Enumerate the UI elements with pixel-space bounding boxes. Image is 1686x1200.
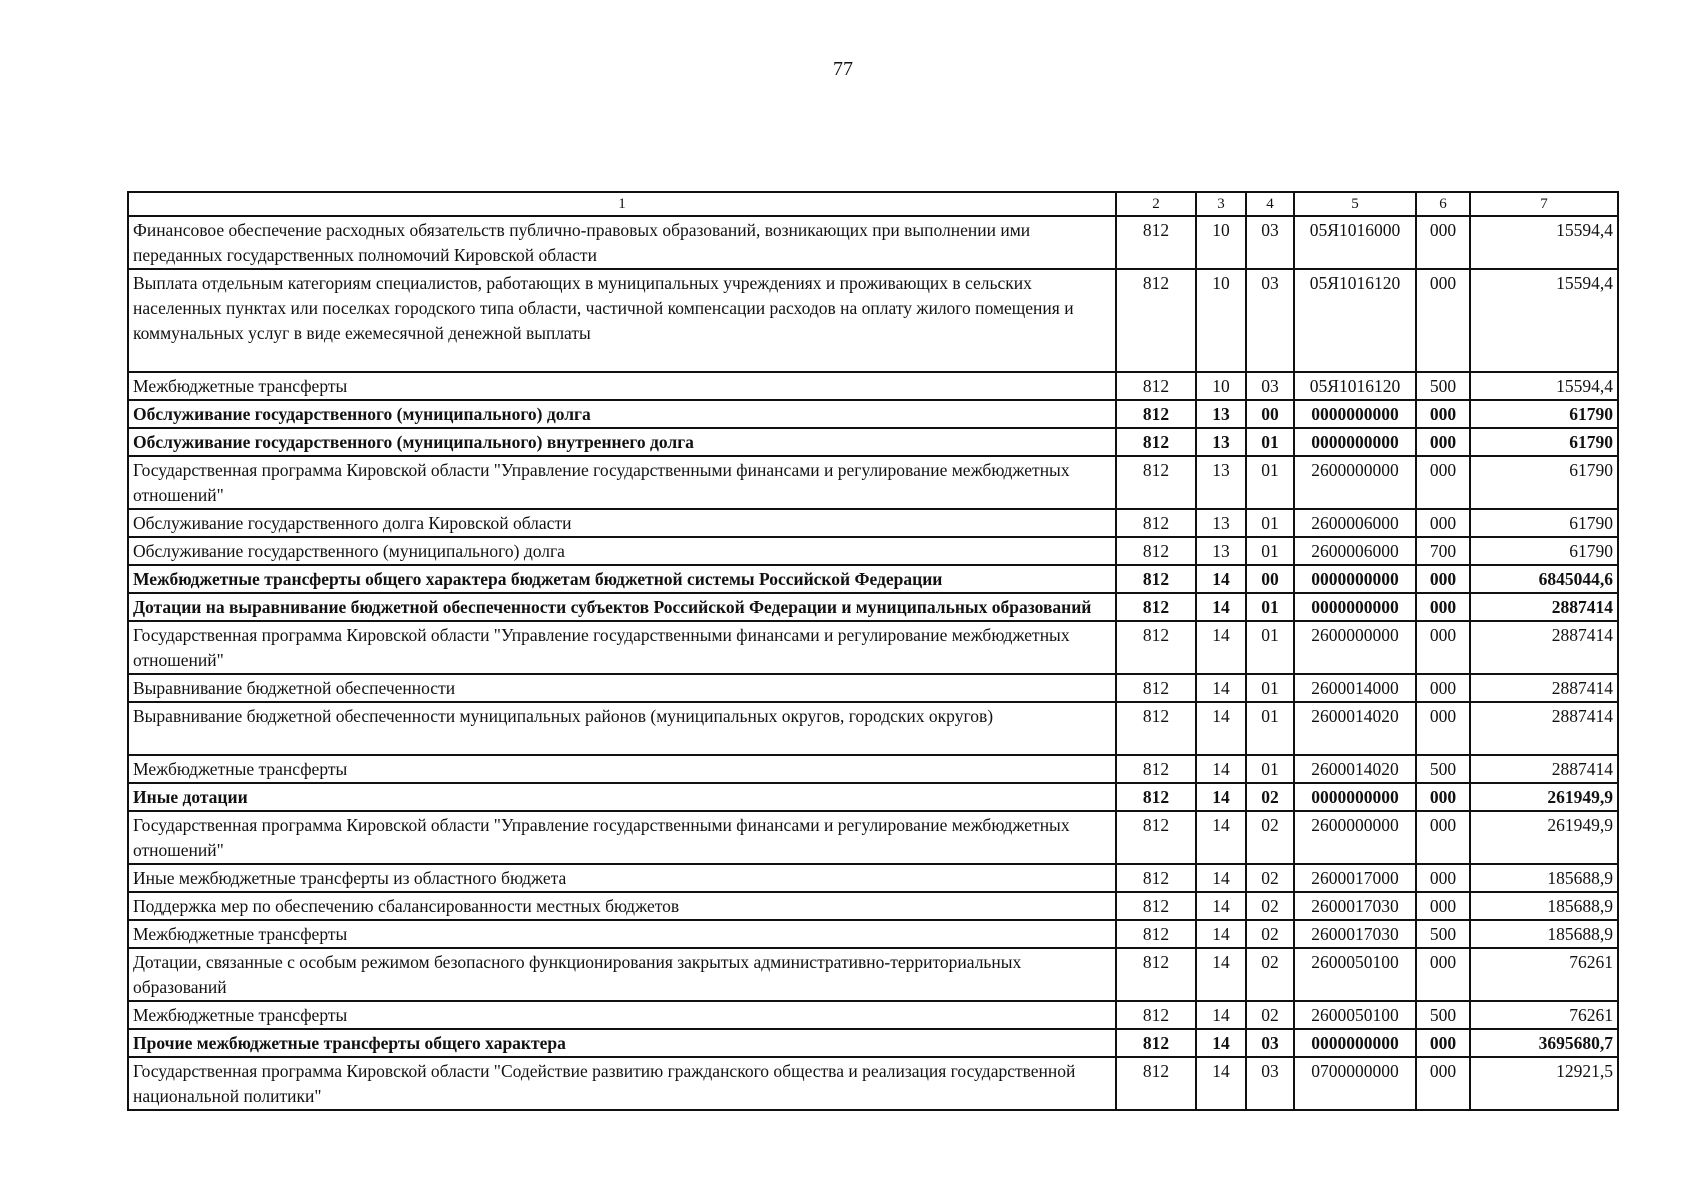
row-code-cell: 812: [1116, 811, 1196, 864]
row-target-article-cell: 05Я1016120: [1294, 269, 1416, 372]
row-target-article-cell: 2600014020: [1294, 702, 1416, 755]
row-subsection-cell: 01: [1246, 456, 1294, 509]
row-expense-type-cell: 000: [1416, 1057, 1470, 1110]
row-expense-type-cell: 500: [1416, 755, 1470, 783]
row-expense-type-cell: 000: [1416, 864, 1470, 892]
row-subsection-cell: 01: [1246, 674, 1294, 702]
row-section-cell: 14: [1196, 593, 1246, 621]
header-col-6: 6: [1416, 192, 1470, 216]
row-amount-cell: 2887414: [1470, 702, 1618, 755]
row-amount-cell: 6845044,6: [1470, 565, 1618, 593]
table-row: [128, 509, 1618, 537]
table-row: [128, 920, 1618, 948]
row-amount-cell: 61790: [1470, 509, 1618, 537]
table-row: [128, 269, 1618, 372]
row-section-cell: 14: [1196, 702, 1246, 755]
row-target-article-cell: 0000000000: [1294, 1029, 1416, 1057]
row-section-cell: 14: [1196, 755, 1246, 783]
row-section-cell: 14: [1196, 1029, 1246, 1057]
row-code-cell: 812: [1116, 509, 1196, 537]
header-col-7: 7: [1470, 192, 1618, 216]
row-amount-cell: 61790: [1470, 428, 1618, 456]
row-section-cell: 10: [1196, 216, 1246, 269]
row-code-cell: 812: [1116, 372, 1196, 400]
row-expense-type-cell: 000: [1416, 593, 1470, 621]
row-subsection-cell: 01: [1246, 593, 1294, 621]
row-expense-type-cell: 000: [1416, 428, 1470, 456]
row-code-cell: 812: [1116, 621, 1196, 674]
row-subsection-cell: 02: [1246, 864, 1294, 892]
table-row: [128, 565, 1618, 593]
row-section-cell: 10: [1196, 269, 1246, 372]
row-name-cell: Межбюджетные трансферты общего характера бюджетам бюджетной системы Российской Федерации: [128, 565, 1116, 593]
row-code-cell: 812: [1116, 755, 1196, 783]
table-row: [128, 621, 1618, 674]
row-section-cell: 14: [1196, 1057, 1246, 1110]
row-expense-type-cell: 700: [1416, 537, 1470, 565]
row-amount-cell: 185688,9: [1470, 892, 1618, 920]
row-name-cell: Прочие межбюджетные трансферты общего характера: [128, 1029, 1116, 1057]
table-row: [128, 783, 1618, 811]
row-amount-cell: 15594,4: [1470, 372, 1618, 400]
row-code-cell: 812: [1116, 948, 1196, 1001]
table-row: [128, 593, 1618, 621]
row-name-cell: Государственная программа Кировской области "Содействие развитию гражданского общества и реализация государственной национальной политики": [128, 1057, 1116, 1110]
row-section-cell: 14: [1196, 948, 1246, 1001]
row-subsection-cell: 03: [1246, 269, 1294, 372]
header-col-2: 2: [1116, 192, 1196, 216]
row-target-article-cell: 2600014000: [1294, 674, 1416, 702]
row-subsection-cell: 03: [1246, 1029, 1294, 1057]
row-code-cell: 812: [1116, 593, 1196, 621]
row-name-cell: Выравнивание бюджетной обеспеченности муниципальных районов (муниципальных округов, городских округов): [128, 702, 1116, 755]
table-row: [128, 537, 1618, 565]
row-amount-cell: 2887414: [1470, 674, 1618, 702]
row-target-article-cell: 2600006000: [1294, 509, 1416, 537]
row-code-cell: 812: [1116, 1029, 1196, 1057]
row-name-cell: Межбюджетные трансферты: [128, 920, 1116, 948]
row-target-article-cell: 2600000000: [1294, 811, 1416, 864]
row-subsection-cell: 02: [1246, 783, 1294, 811]
row-name-cell: Обслуживание государственного (муниципального) долга: [128, 537, 1116, 565]
row-section-cell: 14: [1196, 621, 1246, 674]
row-expense-type-cell: 000: [1416, 892, 1470, 920]
row-code-cell: 812: [1116, 216, 1196, 269]
table-row: [128, 811, 1618, 864]
row-target-article-cell: 2600014020: [1294, 755, 1416, 783]
row-name-cell: Государственная программа Кировской области "Управление государственными финансами и регулирование межбюджетных отношений": [128, 456, 1116, 509]
row-expense-type-cell: 000: [1416, 702, 1470, 755]
row-amount-cell: 2887414: [1470, 755, 1618, 783]
row-code-cell: 812: [1116, 400, 1196, 428]
row-name-cell: Иные дотации: [128, 783, 1116, 811]
row-amount-cell: 261949,9: [1470, 783, 1618, 811]
row-code-cell: 812: [1116, 1001, 1196, 1029]
row-code-cell: 812: [1116, 565, 1196, 593]
row-code-cell: 812: [1116, 920, 1196, 948]
row-code-cell: 812: [1116, 702, 1196, 755]
row-amount-cell: 12921,5: [1470, 1057, 1618, 1110]
row-section-cell: 10: [1196, 372, 1246, 400]
row-expense-type-cell: 000: [1416, 456, 1470, 509]
row-code-cell: 812: [1116, 674, 1196, 702]
row-subsection-cell: 00: [1246, 400, 1294, 428]
row-section-cell: 14: [1196, 1001, 1246, 1029]
row-expense-type-cell: 500: [1416, 1001, 1470, 1029]
row-name-cell: Иные межбюджетные трансферты из областного бюджета: [128, 864, 1116, 892]
row-target-article-cell: 0700000000: [1294, 1057, 1416, 1110]
row-amount-cell: 76261: [1470, 948, 1618, 1001]
row-name-cell: Межбюджетные трансферты: [128, 1001, 1116, 1029]
header-col-3: 3: [1196, 192, 1246, 216]
row-amount-cell: 261949,9: [1470, 811, 1618, 864]
row-target-article-cell: 05Я1016000: [1294, 216, 1416, 269]
row-subsection-cell: 01: [1246, 702, 1294, 755]
table-row: [128, 674, 1618, 702]
row-code-cell: 812: [1116, 892, 1196, 920]
row-code-cell: 812: [1116, 864, 1196, 892]
row-target-article-cell: 05Я1016120: [1294, 372, 1416, 400]
row-target-article-cell: 0000000000: [1294, 593, 1416, 621]
table-row: [128, 755, 1618, 783]
row-amount-cell: 76261: [1470, 1001, 1618, 1029]
row-amount-cell: 15594,4: [1470, 269, 1618, 372]
budget-table: [127, 191, 1619, 1111]
row-name-cell: Дотации на выравнивание бюджетной обеспеченности субъектов Российской Федерации и муниципальных образований: [128, 593, 1116, 621]
row-subsection-cell: 02: [1246, 948, 1294, 1001]
row-section-cell: 14: [1196, 920, 1246, 948]
row-expense-type-cell: 000: [1416, 400, 1470, 428]
row-subsection-cell: 02: [1246, 811, 1294, 864]
header-col-1: 1: [128, 192, 1116, 216]
row-target-article-cell: 2600000000: [1294, 621, 1416, 674]
row-target-article-cell: 2600017030: [1294, 920, 1416, 948]
row-section-cell: 14: [1196, 864, 1246, 892]
row-target-article-cell: 2600017030: [1294, 892, 1416, 920]
row-code-cell: 812: [1116, 783, 1196, 811]
table-row: [128, 400, 1618, 428]
header-row: [128, 192, 1618, 216]
row-expense-type-cell: 000: [1416, 1029, 1470, 1057]
row-subsection-cell: 01: [1246, 428, 1294, 456]
row-expense-type-cell: 000: [1416, 948, 1470, 1001]
row-target-article-cell: 0000000000: [1294, 783, 1416, 811]
row-name-cell: Государственная программа Кировской области "Управление государственными финансами и регулирование межбюджетных отношений": [128, 621, 1116, 674]
row-amount-cell: 61790: [1470, 400, 1618, 428]
row-name-cell: Обслуживание государственного долга Кировской области: [128, 509, 1116, 537]
table-row: [128, 1057, 1618, 1110]
row-section-cell: 13: [1196, 428, 1246, 456]
row-name-cell: Межбюджетные трансферты: [128, 755, 1116, 783]
row-expense-type-cell: 500: [1416, 920, 1470, 948]
row-target-article-cell: 2600017000: [1294, 864, 1416, 892]
table-row: [128, 456, 1618, 509]
row-name-cell: Финансовое обеспечение расходных обязательств публично-правовых образований, возникающих при выполнении ими переданных государственных полномочий Кировской области: [128, 216, 1116, 269]
row-section-cell: 13: [1196, 400, 1246, 428]
row-name-cell: Государственная программа Кировской области "Управление государственными финансами и регулирование межбюджетных отношений": [128, 811, 1116, 864]
row-subsection-cell: 02: [1246, 1001, 1294, 1029]
row-subsection-cell: 02: [1246, 892, 1294, 920]
table-row: [128, 892, 1618, 920]
table-row: [128, 864, 1618, 892]
row-name-cell: Выплата отдельным категориям специалистов, работающих в муниципальных учреждениях и проживающих в сельских населенных пунктах или поселках городского типа области, частичной компенсации расходов на оплату жилого помещения и коммунальных услуг в виде ежемесячной денежной выплаты: [128, 269, 1116, 372]
row-target-article-cell: 0000000000: [1294, 428, 1416, 456]
row-target-article-cell: 2600000000: [1294, 456, 1416, 509]
row-target-article-cell: 0000000000: [1294, 565, 1416, 593]
row-subsection-cell: 01: [1246, 621, 1294, 674]
row-subsection-cell: 01: [1246, 755, 1294, 783]
row-expense-type-cell: 000: [1416, 674, 1470, 702]
row-target-article-cell: 0000000000: [1294, 400, 1416, 428]
row-code-cell: 812: [1116, 1057, 1196, 1110]
row-subsection-cell: 03: [1246, 372, 1294, 400]
table-row: [128, 702, 1618, 755]
row-code-cell: 812: [1116, 456, 1196, 509]
row-amount-cell: 2887414: [1470, 593, 1618, 621]
row-name-cell: Поддержка мер по обеспечению сбалансированности местных бюджетов: [128, 892, 1116, 920]
row-expense-type-cell: 000: [1416, 216, 1470, 269]
row-section-cell: 14: [1196, 783, 1246, 811]
row-expense-type-cell: 000: [1416, 621, 1470, 674]
row-expense-type-cell: 000: [1416, 509, 1470, 537]
row-expense-type-cell: 500: [1416, 372, 1470, 400]
table-row: [128, 1029, 1618, 1057]
row-section-cell: 14: [1196, 811, 1246, 864]
row-amount-cell: 3695680,7: [1470, 1029, 1618, 1057]
row-amount-cell: 185688,9: [1470, 920, 1618, 948]
row-amount-cell: 61790: [1470, 456, 1618, 509]
table-row: [128, 948, 1618, 1001]
row-section-cell: 14: [1196, 892, 1246, 920]
row-name-cell: Межбюджетные трансферты: [128, 372, 1116, 400]
row-section-cell: 13: [1196, 509, 1246, 537]
row-target-article-cell: 2600006000: [1294, 537, 1416, 565]
row-expense-type-cell: 000: [1416, 565, 1470, 593]
row-subsection-cell: 03: [1246, 1057, 1294, 1110]
table-row: [128, 1001, 1618, 1029]
row-target-article-cell: 2600050100: [1294, 1001, 1416, 1029]
row-subsection-cell: 01: [1246, 537, 1294, 565]
row-amount-cell: 2887414: [1470, 621, 1618, 674]
row-code-cell: 812: [1116, 428, 1196, 456]
row-section-cell: 14: [1196, 674, 1246, 702]
row-name-cell: Выравнивание бюджетной обеспеченности: [128, 674, 1116, 702]
row-subsection-cell: 03: [1246, 216, 1294, 269]
row-amount-cell: 185688,9: [1470, 864, 1618, 892]
row-subsection-cell: 00: [1246, 565, 1294, 593]
page-number: 77: [833, 58, 853, 80]
row-expense-type-cell: 000: [1416, 269, 1470, 372]
row-name-cell: Дотации, связанные с особым режимом безопасного функционирования закрытых административно-территориальных образований: [128, 948, 1116, 1001]
table-row: [128, 372, 1618, 400]
row-target-article-cell: 2600050100: [1294, 948, 1416, 1001]
row-name-cell: Обслуживание государственного (муниципального) внутреннего долга: [128, 428, 1116, 456]
row-section-cell: 13: [1196, 537, 1246, 565]
row-section-cell: 13: [1196, 456, 1246, 509]
row-code-cell: 812: [1116, 537, 1196, 565]
table-row: [128, 428, 1618, 456]
row-section-cell: 14: [1196, 565, 1246, 593]
table-row: [128, 216, 1618, 269]
row-amount-cell: 61790: [1470, 537, 1618, 565]
row-subsection-cell: 02: [1246, 920, 1294, 948]
row-expense-type-cell: 000: [1416, 783, 1470, 811]
row-name-cell: Обслуживание государственного (муниципального) долга: [128, 400, 1116, 428]
row-code-cell: 812: [1116, 269, 1196, 372]
row-subsection-cell: 01: [1246, 509, 1294, 537]
header-col-5: 5: [1294, 192, 1416, 216]
row-amount-cell: 15594,4: [1470, 216, 1618, 269]
header-col-4: 4: [1246, 192, 1294, 216]
row-expense-type-cell: 000: [1416, 811, 1470, 864]
